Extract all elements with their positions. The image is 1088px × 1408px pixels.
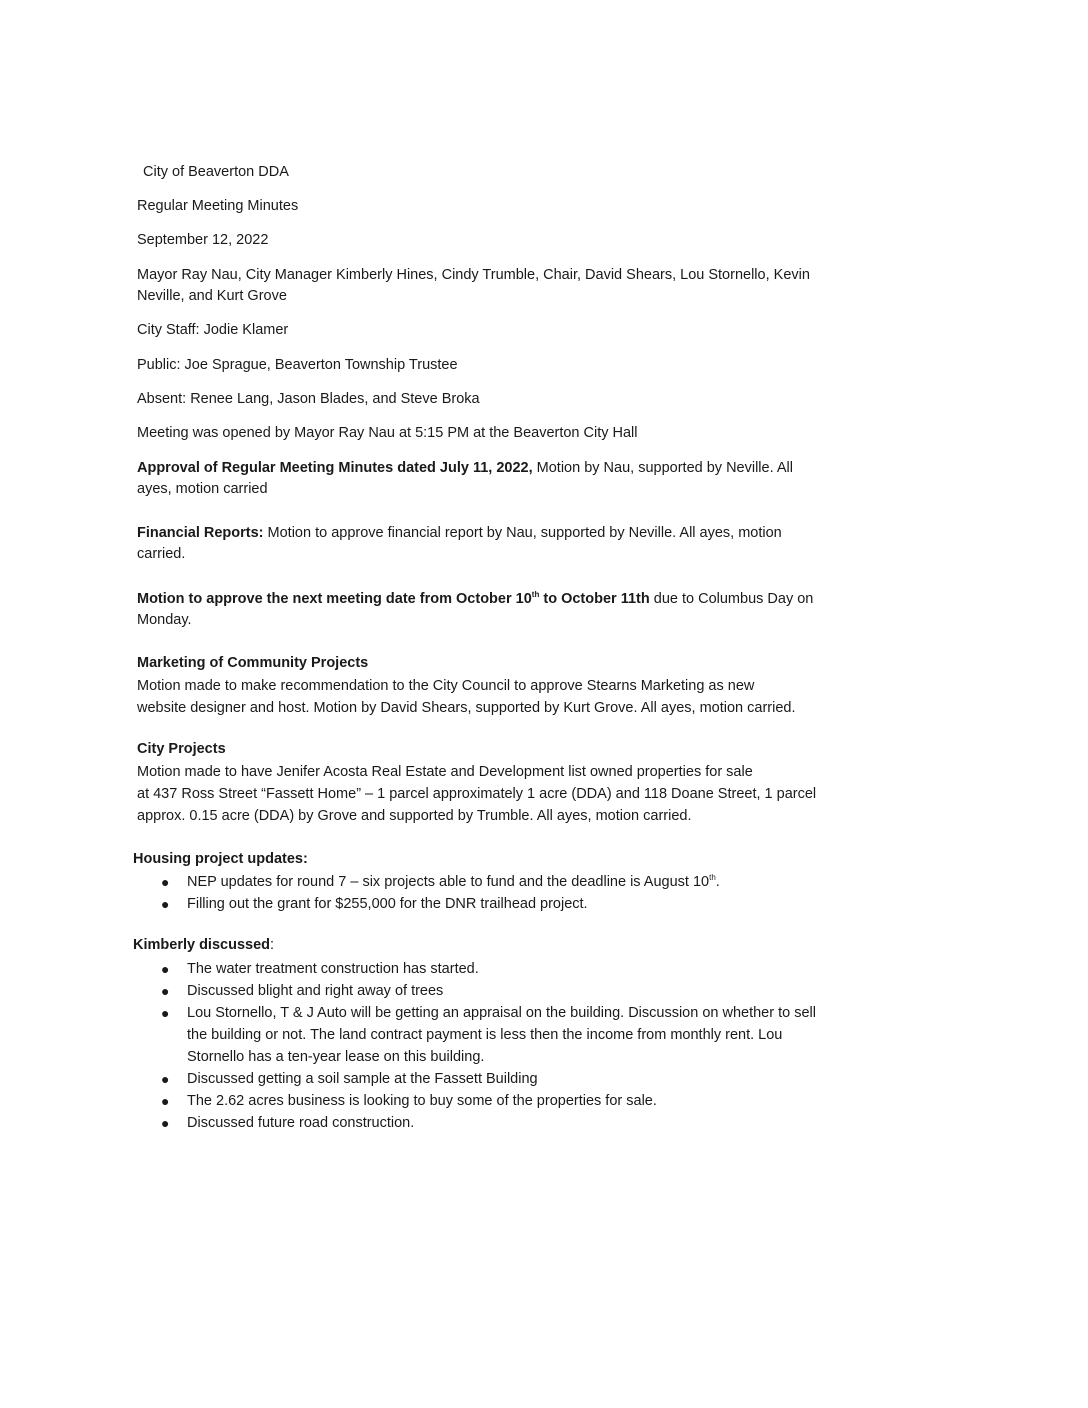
list-item	[133, 1068, 837, 1090]
meeting-date: September 12, 2022	[137, 232, 269, 248]
list-item	[133, 1090, 837, 1112]
city-projects-heading: City Projects	[137, 741, 226, 757]
bullet-icon: ●	[161, 874, 170, 890]
org-name: City of Beaverton DDA	[143, 164, 289, 180]
members-present-line-1: Mayor Ray Nau, City Manager Kimberly Hines, Cindy Trumble, Chair, David Shears, Lou Stornello, Kevin	[137, 267, 810, 283]
bullet-icon: ●	[161, 1093, 170, 1109]
document-type: Regular Meeting Minutes	[137, 198, 299, 214]
list-item-text: Discussed future road construction.	[187, 1115, 415, 1131]
financial-text: Motion to approve financial report by Nau, supported by Neville. All ayes, motion	[263, 525, 782, 541]
marketing-line-1: Motion made to make recommendation to the City Council to approve Stearns Marketing as new	[137, 678, 755, 694]
kimberly-list	[133, 958, 837, 1134]
approval-line-1	[137, 458, 793, 478]
city-projects-line-2: at 437 Ross Street “Fassett Home” – 1 parcel approximately 1 acre (DDA) and 118 Doane Street, 1 parcel	[137, 786, 817, 802]
list-item-tail: .	[715, 874, 720, 890]
bullet-icon: ●	[161, 1005, 170, 1021]
bullet-icon: ●	[161, 1071, 170, 1087]
bullet-icon: ●	[161, 961, 170, 977]
list-item	[133, 980, 837, 1002]
financial-line-2: carried.	[137, 546, 186, 562]
members-present-line-2: Neville, and Kurt Grove	[137, 288, 287, 304]
ordinal-suffix: th	[531, 590, 540, 600]
ordinal-suffix: th	[709, 873, 716, 883]
list-item-text: The water treatment construction has started.	[187, 961, 479, 977]
bullet-icon: ●	[161, 983, 170, 999]
meeting-opening: Meeting was opened by Mayor Ray Nau at 5:15 PM at the Beaverton City Hall	[137, 425, 638, 441]
approval-text: Motion by Nau, supported by Neville. All	[532, 460, 793, 476]
marketing-line-2: website designer and host. Motion by David Shears, supported by Kurt Grove. All ayes, motion carried.	[137, 700, 796, 716]
list-item-text: Discussed getting a soil sample at the Fassett Building	[187, 1071, 538, 1087]
list-item-text: The 2.62 acres business is looking to buy some of the properties for sale.	[187, 1093, 657, 1109]
public-attendees: Public: Joe Sprague, Beaverton Township Trustee	[137, 357, 458, 373]
financial-line-1	[137, 523, 782, 543]
list-item-text: Discussed blight and right away of trees	[187, 983, 444, 999]
bullet-icon: ●	[161, 896, 170, 912]
bullet-icon: ●	[161, 1115, 170, 1131]
city-projects-line-3: approx. 0.15 acre (DDA) by Grove and supported by Trumble. All ayes, motion carried.	[137, 808, 692, 824]
next-meeting-line-2: Monday.	[137, 612, 192, 628]
list-item-text: NEP updates for round 7 – six projects able to fund and the deadline is August 10	[187, 874, 710, 890]
next-meeting-heading	[137, 591, 650, 607]
approval-heading: Approval of Regular Meeting Minutes dated July 11, 2022,	[137, 460, 533, 476]
city-projects-line-1: Motion made to have Jenifer Acosta Real Estate and Development list owned properties for sale	[137, 764, 753, 780]
list-item	[133, 1112, 837, 1134]
list-item	[133, 893, 837, 915]
next-meeting-text: due to Columbus Day on	[649, 591, 814, 607]
financial-heading: Financial Reports:	[137, 525, 264, 541]
kimberly-heading-line	[133, 935, 274, 955]
marketing-heading: Marketing of Community Projects	[137, 655, 369, 671]
absent-members: Absent: Renee Lang, Jason Blades, and Steve Broka	[137, 391, 480, 407]
list-item-text: Lou Stornello, T & J Auto will be getting an appraisal on the building. Discussion on whether to sell the building or not. The land contract payment is less then the income from monthly rent. Lou Stornello has a ten-year lease on this building.	[187, 1005, 816, 1065]
list-item	[133, 1002, 837, 1068]
next-meeting-heading-part-2: to October 11th	[539, 591, 650, 607]
list-item-text: Filling out the grant for $255,000 for the DNR trailhead project.	[187, 896, 588, 912]
next-meeting-heading-part-1: Motion to approve the next meeting date from October 10	[137, 591, 532, 607]
next-meeting-line-1	[137, 589, 813, 609]
list-item	[133, 958, 837, 980]
kimberly-heading: Kimberly discussed	[133, 937, 270, 953]
kimberly-colon: :	[270, 937, 275, 953]
housing-list	[133, 871, 837, 915]
housing-heading: Housing project updates:	[133, 851, 308, 867]
city-staff: City Staff: Jodie Klamer	[137, 322, 289, 338]
approval-line-2: ayes, motion carried	[137, 481, 268, 497]
list-item	[133, 871, 837, 893]
